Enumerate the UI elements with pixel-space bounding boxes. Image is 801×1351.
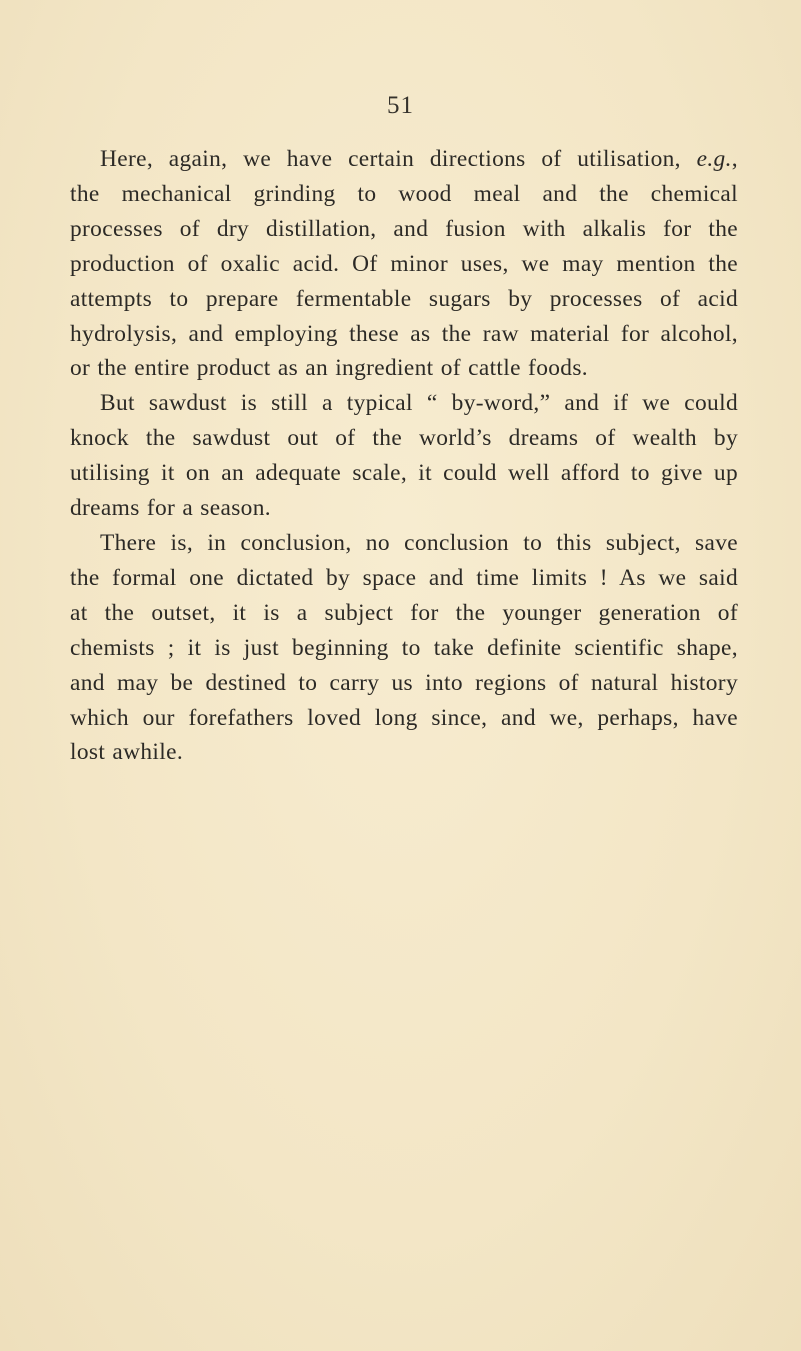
text-line: or the entire product as an ingredient of cattle foods. (70, 355, 588, 382)
text-line: knock the sawdust out of the world’s dreams of wealth by (70, 425, 738, 452)
body-text (70, 142, 738, 770)
text-line: dreams for a season. (70, 495, 271, 522)
text-line: hydrolysis, and employing these as the raw material for alcohol, (70, 320, 738, 347)
paragraph-conclusion (70, 526, 738, 770)
text-line: which our forefathers loved long since, and we, perhaps, have (70, 704, 738, 731)
text-line: attempts to prepare fermentable sugars by processes of acid (70, 285, 738, 312)
text-line: at the outset, it is a subject for the younger generation of (70, 599, 738, 626)
text-line: utilising it on an adequate scale, it could well afford to give up (70, 460, 738, 487)
text-line: processes of dry distillation, and fusion with alkalis for the (70, 215, 738, 242)
text-line: But sawdust is still a typical “ by-word,” and if we could (100, 390, 738, 417)
paragraph-sawdust (70, 386, 738, 526)
eg-abbreviation: e.g. (696, 146, 732, 172)
text-line: Here, again, we have certain directions of utilisation, e.g., (100, 146, 738, 172)
paragraph-utilisation (70, 142, 738, 386)
text-line: the mechanical grinding to wood meal and the chemical (70, 180, 738, 207)
text-line: chemists ; it is just beginning to take definite scientific shape, (70, 634, 738, 661)
text-line: and may be destined to carry us into regions of natural history (70, 669, 738, 696)
text-line: lost awhile. (70, 739, 184, 766)
text-line: the formal one dictated by space and time limits ! As we said (70, 564, 738, 591)
page-number: 51 (387, 92, 414, 119)
text-line: production of oxalic acid. Of minor uses, we may mention the (70, 250, 738, 277)
text-line: There is, in conclusion, no conclusion to this subject, save (100, 529, 738, 556)
